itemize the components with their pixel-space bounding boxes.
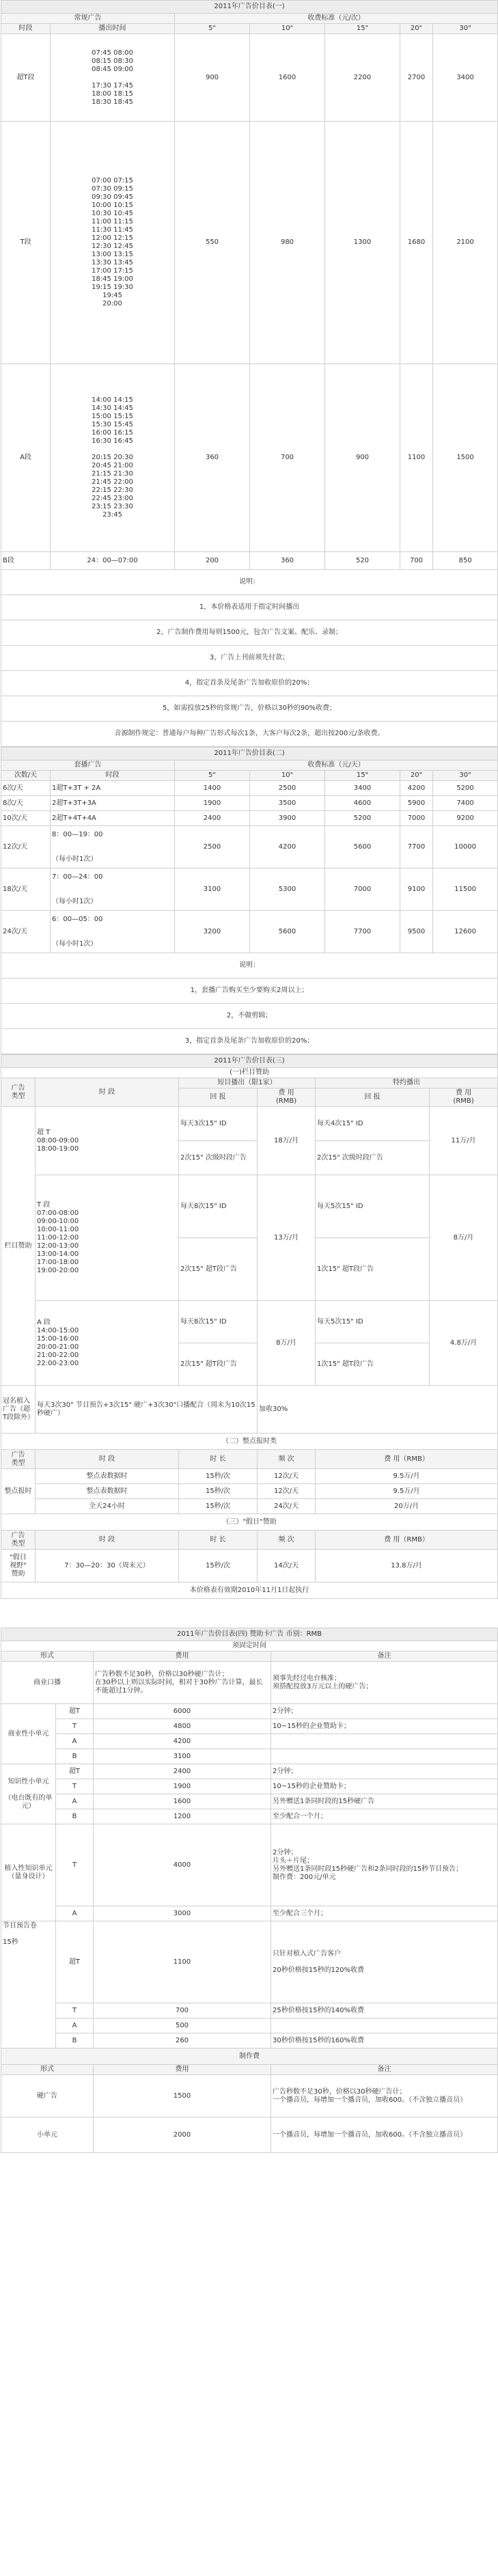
header-15s: 15"	[325, 24, 400, 34]
table-row: 8次/天 2超T+3T+3A 1900 3500 4600 5900 7400	[1, 796, 498, 811]
table-row: T段 07:00 07:15 07:30 09:15 09:30 09:45 10:00 10:15 10:30 10:45 11:00 11:15 11:30 11:45 12:00 12:15 12:30 12:45 13:00 13:15 13:30 13:45 17:00 17:15 18:45 19:00 19:15 19:30 19:45 20:00 550 980 1300 1680 2100	[1, 122, 498, 364]
header-5s: 5"	[175, 24, 250, 34]
sponsor-label: 栏目赞助	[1, 1107, 36, 1386]
table-row: 6次/天 1超T+3T + 2A 1400 2500 3400 4200 5200	[1, 781, 498, 796]
header-period: 时段	[51, 771, 175, 781]
note-item: 3，广告上刊前须先付款；	[1, 646, 498, 671]
table-row: 24次/天 6：00—05：00 （每小时1次） 3200 5600 7700 9500 12600	[1, 911, 498, 953]
header-20s: 20"	[400, 24, 433, 34]
table-row: 超T段 07:45 08:00 08:15 08:30 08:45 09:00 17:30 17:45 18:00 18:15 18:30 18:45 900 1600 2200 2700 3400	[1, 34, 498, 122]
header-30s: 30"	[433, 24, 498, 34]
note-item: 1，本价格表适用于指定时间播出	[1, 595, 498, 620]
note-item: 1，套播广告购买至少要购买2周以上；	[1, 978, 498, 1004]
notes-heading: 说明：	[1, 953, 498, 978]
rate-table-2: 2011年广告价目表(二) 套播广告 收费标准（元/天） 次数/天 时段 5" 10" 15" 20" 30" 6次/天 1超T+3T + 2A 1400 2500 3400 4200 5200 8次/天 2超T+3T+3A 1900 3500 4600 5900 7400 10次/天 2超T+4T+4A 2400 3900 5200 7000 9200 12次/天 8：00—19：00 （每小时1次） 2500 4200 5600 7700 10000 18次/天 7：00—24：00 （每小时1次） 3100 5300 7000 9100 11500 24次/天 6：00—05：00 （每小时1次） 3200 5600 7700 9500 12600 说明： 1，套播广告购买至少要购买2周以上； 2，不做剪辑； 3，指定首条及尾条广告加收原价的20%；	[1, 747, 498, 1054]
table-title: 2011年广告价目表(一)	[1, 1, 498, 14]
header-rate: 收费标准（元/次）	[175, 14, 498, 24]
table-title: 2011年广告价目表(四) 赞助卡广告 币别：RMB	[1, 1628, 498, 1641]
table-row: 10次/天 2超T+4T+4A 2400 3900 5200 7000 9200	[1, 811, 498, 826]
section-title: 须固定时间	[1, 1641, 498, 1652]
notes-heading: 说明：	[1, 570, 498, 595]
note-item: 3，指定首条及尾条广告加收原价的20%；	[1, 1029, 498, 1054]
rate-table-1	[1, 0, 498, 747]
section-title: （三）"假日"赞助	[1, 1514, 498, 1531]
table-row: 18次/天 7：00—24：00 （每小时1次） 3100 5300 7000 9100 11500	[1, 868, 498, 911]
note-item: 4，指定首条及尾条广告加收原价的20%；	[1, 671, 498, 696]
header-count: 次数/天	[1, 771, 51, 781]
header-period: 时段	[1, 24, 51, 34]
rate-card	[1, 0, 497, 2153]
note-item: 2，不做剪辑；	[1, 1004, 498, 1029]
table-title: 2011年广告价目表(三)	[1, 1055, 498, 1068]
header-10s: 10"	[250, 24, 325, 34]
note-item: 5，如需投放25秒的常规广告，价格以30秒的90%收费；	[1, 696, 498, 722]
validity-note: 本价格表有效期2010年11月1日起执行	[1, 1582, 498, 1599]
header-airtime: 播出时间	[51, 24, 175, 34]
section-title: (一)栏目赞助	[1, 1068, 498, 1078]
section-title: 制作费	[1, 2049, 498, 2065]
header-rate: 收费标准（元/天）	[175, 761, 498, 771]
note-item: 音源制作规定：普通每户每种广告形式每次1条，大客户每次2条，超出按200元/条收费。	[1, 722, 498, 747]
table-row: 12次/天 8：00—19：00 （每小时1次） 2500 4200 5600 7700 10000	[1, 826, 498, 868]
header-category: 套播广告	[1, 761, 175, 771]
table-row: A段 14:00 14:15 14:30 14:45 15:00 15:15 15:30 15:45 16:00 16:15 16:30 16:45 20:15 20:30 20:45 21:00 21:15 21:30 21:45 22:00 22:15 22:30 22:45 23:00 23:15 23:30 23:45 360 700 900 1100 1500	[1, 364, 498, 552]
rate-table-3: 2011年广告价目表(三) (一)栏目赞助 广告 类型 时 段 短目播出（限1家） 特约播出 回 报 费 用 (RMB) 回 报 费 用 (RMB) 栏目赞助 超 T 08:00-09:00 18:00-19:00 每天3次15" ID 18万/月 每天4次15" ID 11万/月 2次15" 次级时段广告 2次15" 次级时段广告 T 段 07:00-08:00 09:00-10:00 10:00-11:00 11:00-12:00 12:00-13:00 13:00-14:00 17:00-18:00 19:00-20:00 每天8次15" ID 13万/月 每天5次15" ID 8万/月 2次15" 超T段广告 1次15" 超T段广告 A 段 14:00-15:00 15:00-16:00 20:00-21:00 21:00-22:00 22:00-23:00 每天8次15" ID 8万/月 每天5次15" ID 4.8万/月 2次15" 超T段广告 1次15" 超T段广告 冠名植入广告（超T段除外） 每天3次30" 节目预告+3次15" 硬广+3次30"口播配合（周末为10次15秒硬广） 加收30% （二）整点报时类 广告 类型 时 段 时 长 频 次 费 用（RMB） 整点报时 整点表数据时 15秒/次 12次/天 9.5万/月 整点表数据时 15秒/次 12次/天 9.5万/月 全天24小时 15秒/次 24次/天 20万/月 （三）"假日"赞助 广告 类型 时 段 时 长 频 次 费 用（RMB） "假日 视野" 赞助 7：30—20：30（周末元） 15秒/次 14次/天 13.8万/月 本价格表有效期2010年11月1日起执行	[1, 1054, 498, 1599]
table-row: B段 24：00—07:00 200 360 520 700 850	[1, 552, 498, 570]
note-item: 2，广告制作费用每则1500元，包含广告文案、配乐、录制；	[1, 620, 498, 646]
section-title: （二）整点报时类	[1, 1434, 498, 1450]
rate-table-4: 2011年广告价目表(四) 赞助卡广告 币别：RMB 须固定时间 形式 费用 备注 商业口播 广告秒数不足30秒，价格以30秒硬广告计； 在30秒以上则以实际时间，相对于30秒广告计算，最长不能超过1分钟。 须事先经过电台核准； 须搭配投放3万元以上的硬广告； 商业性小单元 超T 6000 2分钟； T 4800 10~15秒的企业赞助卡； A 4200 B 3100 知识性小单元 （电台既有的单元） 超T 2400 2分钟； T 1900 10~15秒的企业赞助卡； A 1600 另外赠送1条同时段的15秒硬广告 B 1200 至少配合一个月； 植入性知识单元 （量身设计） T 4000 2分钟； 片头＋片尾； 另外赠送1条同时段15秒硬广告和2条同时段的15秒节目预告； 制作费：200元/单元 A 3000 至少配合三个月； 节目预告卷 15秒 超T 1100 只针对植入式广告客户 20秒价格按15秒的120%收费 T 700 25秒价格按15秒的140%收费 A 500 B 260 30秒价格按15秒的160%收费 制作费 形式 费用 备注 硬广告 1500 广告秒数不足30秒，价格以30秒硬广告计； 一个播音员，每增加一个播音员，加收600。（不含独立播音员） 小单元 2000 一个播音员，每增加一个播音员，加收600。（不含独立播音员）	[1, 1628, 498, 2153]
header-category: 常规广告	[1, 14, 175, 24]
table-title: 2011年广告价目表(二)	[1, 748, 498, 761]
